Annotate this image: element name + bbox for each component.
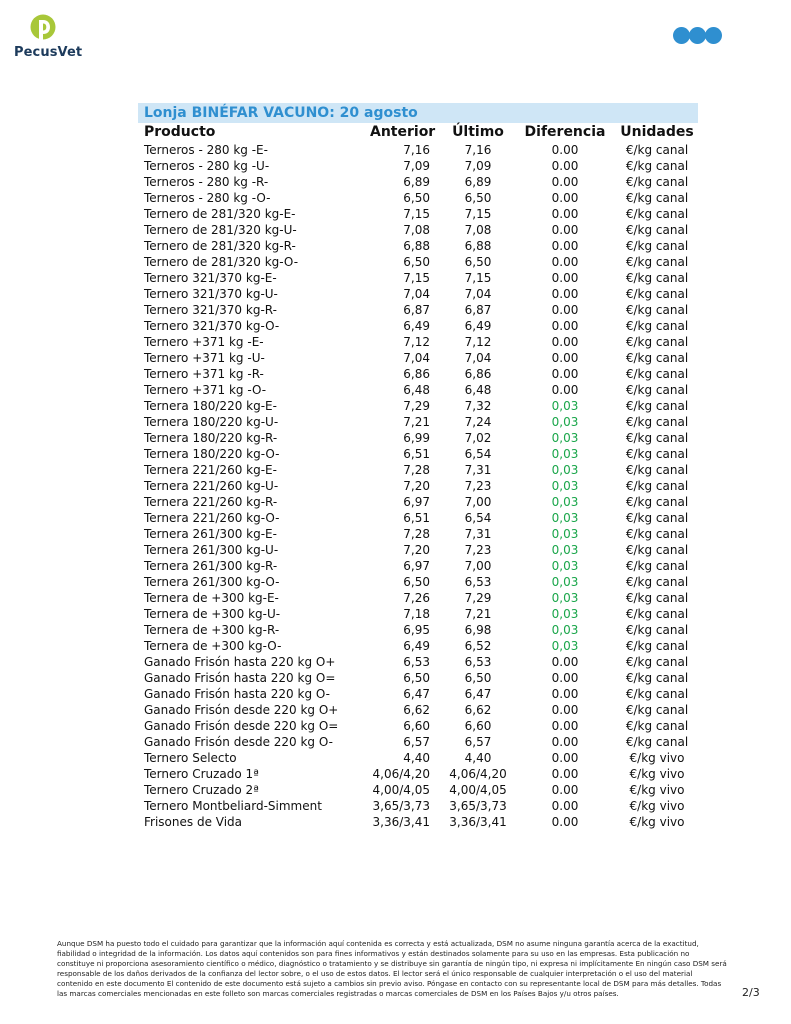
cell-producto: Terneros - 280 kg -O- <box>144 191 271 205</box>
cell-anterior: 7,18 <box>403 607 430 621</box>
cell-producto: Ternero de 281/320 kg-U- <box>144 223 297 237</box>
cell-producto: Ganado Frisón desde 220 kg O- <box>144 735 333 749</box>
cell-producto: Terneros - 280 kg -U- <box>144 159 270 173</box>
cell-diferencia: 0,03 <box>551 415 579 429</box>
cell-producto: Ternero de 281/320 kg-E- <box>144 207 296 221</box>
cell-ultimo: 7,16 <box>464 143 492 157</box>
cell-unidades: €/kg canal <box>625 271 689 285</box>
cell-producto: Ternera 261/300 kg-O- <box>144 575 280 589</box>
cell-ultimo: 6,48 <box>464 383 492 397</box>
cell-unidades: €/kg canal <box>625 415 689 429</box>
table-row <box>138 542 698 558</box>
cell-unidades: €/kg canal <box>625 655 689 669</box>
table-body <box>138 142 698 830</box>
cell-anterior: 7,20 <box>403 479 430 493</box>
price-table <box>138 103 698 830</box>
cell-ultimo: 7,21 <box>464 607 492 621</box>
cell-producto: Ternera 221/260 kg-E- <box>144 463 277 477</box>
table-row <box>138 814 698 830</box>
cell-ultimo: 4,00/4,05 <box>449 783 507 797</box>
cell-diferencia: 0.00 <box>551 719 579 733</box>
cell-anterior: 4,06/4,20 <box>372 767 430 781</box>
cell-ultimo: 7,04 <box>464 287 492 301</box>
cell-ultimo: 6,47 <box>464 687 492 701</box>
cell-ultimo: 7,02 <box>464 431 492 445</box>
cell-ultimo: 6,89 <box>464 175 492 189</box>
table-row <box>138 190 698 206</box>
cell-producto: Ganado Frisón hasta 220 kg O= <box>144 671 336 685</box>
header-ultimo: Último <box>452 124 504 140</box>
page-number: 2/3 <box>742 986 760 999</box>
cell-producto: Frisones de Vida <box>144 815 243 829</box>
cell-diferencia: 0.00 <box>551 175 579 189</box>
cell-anterior: 6,50 <box>403 575 430 589</box>
cell-producto: Ternero de 281/320 kg-R- <box>144 239 296 253</box>
cell-diferencia: 0,03 <box>551 607 579 621</box>
cell-unidades: €/kg canal <box>625 639 689 653</box>
cell-unidades: €/kg canal <box>625 143 689 157</box>
cell-ultimo: 6,54 <box>464 447 492 461</box>
cell-ultimo: 6,53 <box>464 575 492 589</box>
cell-diferencia: 0.00 <box>551 191 579 205</box>
cell-producto: Ganado Frisón desde 220 kg O= <box>144 719 339 733</box>
cell-unidades: €/kg canal <box>625 447 689 461</box>
table-row <box>138 670 698 686</box>
table-row <box>138 158 698 174</box>
cell-anterior: 6,51 <box>403 511 430 525</box>
cell-ultimo: 7,00 <box>464 495 492 509</box>
cell-anterior: 3,36/3,41 <box>372 815 430 829</box>
cell-unidades: €/kg canal <box>625 223 689 237</box>
cell-diferencia: 0,03 <box>551 559 579 573</box>
cell-diferencia: 0.00 <box>551 687 579 701</box>
cell-unidades: €/kg canal <box>625 559 689 573</box>
cell-diferencia: 0,03 <box>551 431 579 445</box>
cell-producto: Ganado Frisón hasta 220 kg O- <box>144 687 330 701</box>
cell-unidades: €/kg canal <box>625 175 689 189</box>
cell-diferencia: 0.00 <box>551 703 579 717</box>
cell-diferencia: 0,03 <box>551 463 579 477</box>
cell-anterior: 6,57 <box>403 735 430 749</box>
cell-ultimo: 6,57 <box>464 735 492 749</box>
cell-anterior: 6,95 <box>403 623 430 637</box>
cell-anterior: 7,09 <box>403 159 430 173</box>
cell-anterior: 6,99 <box>403 431 430 445</box>
cell-unidades: €/kg canal <box>625 191 689 205</box>
cell-anterior: 6,50 <box>403 255 430 269</box>
cell-diferencia: 0.00 <box>551 367 579 381</box>
dot-icon <box>705 27 722 44</box>
cell-ultimo: 6,52 <box>464 639 492 653</box>
cell-diferencia: 0,03 <box>551 495 579 509</box>
brand-name: PecusVet <box>14 45 83 60</box>
cell-diferencia: 0.00 <box>551 319 579 333</box>
cell-producto: Terneros - 280 kg -R- <box>144 175 269 189</box>
cell-ultimo: 7,15 <box>464 271 492 285</box>
cell-diferencia: 0,03 <box>551 399 579 413</box>
cell-ultimo: 6,87 <box>464 303 492 317</box>
cell-ultimo: 6,50 <box>464 671 492 685</box>
cell-producto: Ternero Selecto <box>144 751 237 765</box>
cell-unidades: €/kg canal <box>625 735 689 749</box>
cell-producto: Ternero +371 kg -E- <box>144 335 264 349</box>
cell-ultimo: 7,31 <box>464 527 492 541</box>
cell-unidades: €/kg canal <box>625 287 689 301</box>
cell-anterior: 6,50 <box>403 671 430 685</box>
cell-anterior: 6,50 <box>403 191 430 205</box>
cell-diferencia: 0,03 <box>551 623 579 637</box>
cell-unidades: €/kg canal <box>625 399 689 413</box>
cell-anterior: 7,20 <box>403 543 430 557</box>
table-row <box>138 782 698 798</box>
cell-unidades: €/kg vivo <box>629 815 685 829</box>
cell-unidades: €/kg canal <box>625 719 689 733</box>
cell-producto: Ternero Montbeliard-Simment <box>144 799 322 813</box>
cell-anterior: 6,88 <box>403 239 430 253</box>
cell-producto: Ternero +371 kg -O- <box>144 383 267 397</box>
cell-ultimo: 3,65/3,73 <box>449 799 507 813</box>
cell-diferencia: 0.00 <box>551 239 579 253</box>
cell-anterior: 6,49 <box>403 639 430 653</box>
cell-diferencia: 0.00 <box>551 767 579 781</box>
table-row <box>138 302 698 318</box>
table-row <box>138 702 698 718</box>
table-title: Lonja BINÉFAR VACUNO: 20 agosto <box>138 103 698 123</box>
cell-producto: Ternero +371 kg -R- <box>144 367 264 381</box>
cell-diferencia: 0,03 <box>551 527 579 541</box>
table-row <box>138 446 698 462</box>
cell-producto: Ternera de +300 kg-E- <box>144 591 279 605</box>
cell-anterior: 4,00/4,05 <box>372 783 430 797</box>
table-row <box>138 766 698 782</box>
table-row <box>138 750 698 766</box>
cell-anterior: 6,87 <box>403 303 430 317</box>
cell-ultimo: 6,50 <box>464 191 492 205</box>
cell-unidades: €/kg canal <box>625 495 689 509</box>
cell-diferencia: 0.00 <box>551 335 579 349</box>
cell-ultimo: 7,15 <box>464 207 492 221</box>
cell-producto: Ternera 180/220 kg-R- <box>144 431 278 445</box>
cell-diferencia: 0.00 <box>551 655 579 669</box>
cell-anterior: 6,97 <box>403 559 430 573</box>
cell-producto: Ternera 180/220 kg-U- <box>144 415 279 429</box>
table-row <box>138 318 698 334</box>
table-row <box>138 142 698 158</box>
cell-ultimo: 3,36/3,41 <box>449 815 507 829</box>
cell-unidades: €/kg canal <box>625 463 689 477</box>
cell-producto: Ganado Frisón hasta 220 kg O+ <box>144 655 336 669</box>
cell-producto: Ternera 221/260 kg-O- <box>144 511 280 525</box>
cell-unidades: €/kg canal <box>625 303 689 317</box>
cell-ultimo: 7,32 <box>464 399 492 413</box>
cell-producto: Ternera de +300 kg-R- <box>144 623 280 637</box>
cell-producto: Ternera 261/300 kg-R- <box>144 559 278 573</box>
cell-producto: Ternero Cruzado 1ª <box>144 767 259 781</box>
cell-unidades: €/kg canal <box>625 527 689 541</box>
table-row <box>138 798 698 814</box>
cell-diferencia: 0,03 <box>551 479 579 493</box>
cell-ultimo: 7,04 <box>464 351 492 365</box>
cell-anterior: 6,60 <box>403 719 430 733</box>
cell-anterior: 6,86 <box>403 367 430 381</box>
cell-diferencia: 0.00 <box>551 799 579 813</box>
cell-anterior: 7,15 <box>403 207 430 221</box>
cell-anterior: 6,97 <box>403 495 430 509</box>
cell-diferencia: 0.00 <box>551 815 579 829</box>
table-row <box>138 254 698 270</box>
cell-unidades: €/kg canal <box>625 623 689 637</box>
table-row <box>138 494 698 510</box>
disclaimer-text: Aunque DSM ha puesto todo el cuidado para garantizar que la información aquí contenida es correcta y está actualizada, DSM no asume ninguna garantía acerca de la exactitud, fiabilidad o integridad de la información. Los datos aquí contenidos son para fines informativos y están destinados solamente para su uso en las empresas. Esta publicación no constituye ni proporciona asesoramiento científico o médico, diagnóstico o tratamiento y se distribuye sin garantía de ningún tipo, ni expresa ni implícitamente En ningún caso DSM será responsable de los daños derivados de la confianza del lector sobre, o el uso de estos datos. El lector será el único responsable de cualquier interpretación o el uso del material contenido en este documento El contenido de este documento está sujeto a cambios sin previo aviso. Póngase en contacto con su representante local de DSM para más detalles. Todas las marcas comerciales mencionadas en este folleto son marcas comerciales registradas o marcas comerciales de DSM en los Países Bajos y/u otros países. <box>57 939 727 998</box>
cell-anterior: 7,28 <box>403 463 430 477</box>
cell-anterior: 7,12 <box>403 335 430 349</box>
cell-diferencia: 0.00 <box>551 383 579 397</box>
cell-unidades: €/kg canal <box>625 591 689 605</box>
cell-ultimo: 7,09 <box>464 159 492 173</box>
table-row <box>138 622 698 638</box>
header-diferencia: Diferencia <box>524 124 606 140</box>
cell-ultimo: 6,86 <box>464 367 492 381</box>
cell-ultimo: 7,08 <box>464 223 492 237</box>
cell-unidades: €/kg canal <box>625 159 689 173</box>
cell-unidades: €/kg canal <box>625 351 689 365</box>
cell-anterior: 6,47 <box>403 687 430 701</box>
table-row <box>138 478 698 494</box>
cell-producto: Ternero 321/370 kg-O- <box>144 319 280 333</box>
cell-ultimo: 4,06/4,20 <box>449 767 507 781</box>
cell-diferencia: 0.00 <box>551 143 579 157</box>
dsm-dots-icon <box>673 27 723 44</box>
cell-ultimo: 6,54 <box>464 511 492 525</box>
cell-ultimo: 6,53 <box>464 655 492 669</box>
table-row <box>138 526 698 542</box>
cell-unidades: €/kg canal <box>625 431 689 445</box>
cell-anterior: 6,62 <box>403 703 430 717</box>
cell-producto: Ternero de 281/320 kg-O- <box>144 255 299 269</box>
cell-diferencia: 0,03 <box>551 575 579 589</box>
table-row <box>138 462 698 478</box>
cell-diferencia: 0,03 <box>551 639 579 653</box>
cell-diferencia: 0.00 <box>551 351 579 365</box>
table-row <box>138 574 698 590</box>
table-row <box>138 174 698 190</box>
cell-anterior: 6,49 <box>403 319 430 333</box>
cell-diferencia: 0,03 <box>551 543 579 557</box>
cell-producto: Ternera 261/300 kg-U- <box>144 543 279 557</box>
cell-ultimo: 7,12 <box>464 335 492 349</box>
cell-ultimo: 7,24 <box>464 415 492 429</box>
cell-anterior: 6,48 <box>403 383 430 397</box>
header-producto: Producto <box>144 124 216 140</box>
cell-diferencia: 0.00 <box>551 671 579 685</box>
table-row <box>138 590 698 606</box>
table-row <box>138 206 698 222</box>
cell-diferencia: 0.00 <box>551 751 579 765</box>
dot-icon <box>673 27 690 44</box>
cell-ultimo: 6,62 <box>464 703 492 717</box>
cell-ultimo: 7,31 <box>464 463 492 477</box>
table-row <box>138 398 698 414</box>
cell-producto: Ternera 261/300 kg-E- <box>144 527 277 541</box>
table-row <box>138 382 698 398</box>
cell-diferencia: 0,03 <box>551 447 579 461</box>
table-row <box>138 606 698 622</box>
cell-ultimo: 6,50 <box>464 255 492 269</box>
cell-ultimo: 4,40 <box>464 751 492 765</box>
cell-unidades: €/kg canal <box>625 207 689 221</box>
cell-unidades: €/kg vivo <box>629 783 685 797</box>
table-row <box>138 654 698 670</box>
cell-producto: Ternera 221/260 kg-R- <box>144 495 278 509</box>
table-row <box>138 286 698 302</box>
cell-unidades: €/kg canal <box>625 687 689 701</box>
cell-diferencia: 0.00 <box>551 287 579 301</box>
cell-anterior: 6,89 <box>403 175 430 189</box>
cell-producto: Ternera de +300 kg-U- <box>144 607 281 621</box>
cell-producto: Ternero 321/370 kg-E- <box>144 271 277 285</box>
table-header <box>138 123 698 142</box>
table-row <box>138 686 698 702</box>
cell-ultimo: 7,23 <box>464 543 492 557</box>
cell-anterior: 7,16 <box>403 143 430 157</box>
cell-unidades: €/kg canal <box>625 607 689 621</box>
cell-ultimo: 7,00 <box>464 559 492 573</box>
cell-unidades: €/kg canal <box>625 367 689 381</box>
table-row <box>138 430 698 446</box>
cell-anterior: 7,26 <box>403 591 430 605</box>
cell-producto: Ternero 321/370 kg-R- <box>144 303 277 317</box>
pecusvet-logo <box>14 14 84 66</box>
header-unidades: Unidades <box>620 124 694 140</box>
cell-diferencia: 0.00 <box>551 271 579 285</box>
cell-diferencia: 0,03 <box>551 511 579 525</box>
cell-unidades: €/kg canal <box>625 543 689 557</box>
cell-anterior: 6,53 <box>403 655 430 669</box>
cell-ultimo: 6,88 <box>464 239 492 253</box>
cell-unidades: €/kg canal <box>625 575 689 589</box>
cell-unidades: €/kg canal <box>625 239 689 253</box>
cell-unidades: €/kg canal <box>625 511 689 525</box>
cell-ultimo: 7,29 <box>464 591 492 605</box>
table-row <box>138 366 698 382</box>
table-row <box>138 718 698 734</box>
table-row <box>138 238 698 254</box>
table-row <box>138 334 698 350</box>
table-row <box>138 510 698 526</box>
cell-diferencia: 0,03 <box>551 591 579 605</box>
cell-diferencia: 0.00 <box>551 159 579 173</box>
cell-unidades: €/kg canal <box>625 255 689 269</box>
table-row <box>138 734 698 750</box>
table-row <box>138 414 698 430</box>
table-row <box>138 222 698 238</box>
cell-producto: Ternera 221/260 kg-U- <box>144 479 279 493</box>
cell-anterior: 7,29 <box>403 399 430 413</box>
cell-diferencia: 0.00 <box>551 783 579 797</box>
cell-diferencia: 0.00 <box>551 735 579 749</box>
cell-anterior: 7,04 <box>403 351 430 365</box>
cell-anterior: 3,65/3,73 <box>372 799 430 813</box>
cell-unidades: €/kg canal <box>625 479 689 493</box>
cell-unidades: €/kg canal <box>625 703 689 717</box>
cell-ultimo: 6,60 <box>464 719 492 733</box>
table-row <box>138 558 698 574</box>
cell-unidades: €/kg canal <box>625 335 689 349</box>
table-row <box>138 638 698 654</box>
table-row <box>138 270 698 286</box>
cell-unidades: €/kg vivo <box>629 799 685 813</box>
cell-diferencia: 0.00 <box>551 303 579 317</box>
cell-unidades: €/kg vivo <box>629 767 685 781</box>
cell-anterior: 7,28 <box>403 527 430 541</box>
pecusvet-p-icon <box>29 14 57 44</box>
cell-producto: Ternera 180/220 kg-E- <box>144 399 277 413</box>
dot-icon <box>689 27 706 44</box>
cell-producto: Ganado Frisón desde 220 kg O+ <box>144 703 339 717</box>
cell-unidades: €/kg canal <box>625 319 689 333</box>
table-row <box>138 350 698 366</box>
cell-anterior: 4,40 <box>403 751 430 765</box>
cell-anterior: 7,21 <box>403 415 430 429</box>
cell-producto: Ternero +371 kg -U- <box>144 351 265 365</box>
cell-ultimo: 6,49 <box>464 319 492 333</box>
cell-anterior: 6,51 <box>403 447 430 461</box>
cell-diferencia: 0.00 <box>551 255 579 269</box>
cell-producto: Ternero 321/370 kg-U- <box>144 287 278 301</box>
cell-producto: Terneros - 280 kg -E- <box>144 143 268 157</box>
cell-anterior: 7,15 <box>403 271 430 285</box>
cell-anterior: 7,08 <box>403 223 430 237</box>
cell-unidades: €/kg canal <box>625 671 689 685</box>
header-anterior: Anterior <box>370 124 436 140</box>
cell-unidades: €/kg vivo <box>629 751 685 765</box>
cell-diferencia: 0.00 <box>551 223 579 237</box>
cell-unidades: €/kg canal <box>625 383 689 397</box>
cell-ultimo: 6,98 <box>464 623 492 637</box>
cell-producto: Ternero Cruzado 2ª <box>144 783 259 797</box>
cell-diferencia: 0.00 <box>551 207 579 221</box>
cell-anterior: 7,04 <box>403 287 430 301</box>
cell-ultimo: 7,23 <box>464 479 492 493</box>
cell-producto: Ternera 180/220 kg-O- <box>144 447 280 461</box>
cell-producto: Ternera de +300 kg-O- <box>144 639 282 653</box>
